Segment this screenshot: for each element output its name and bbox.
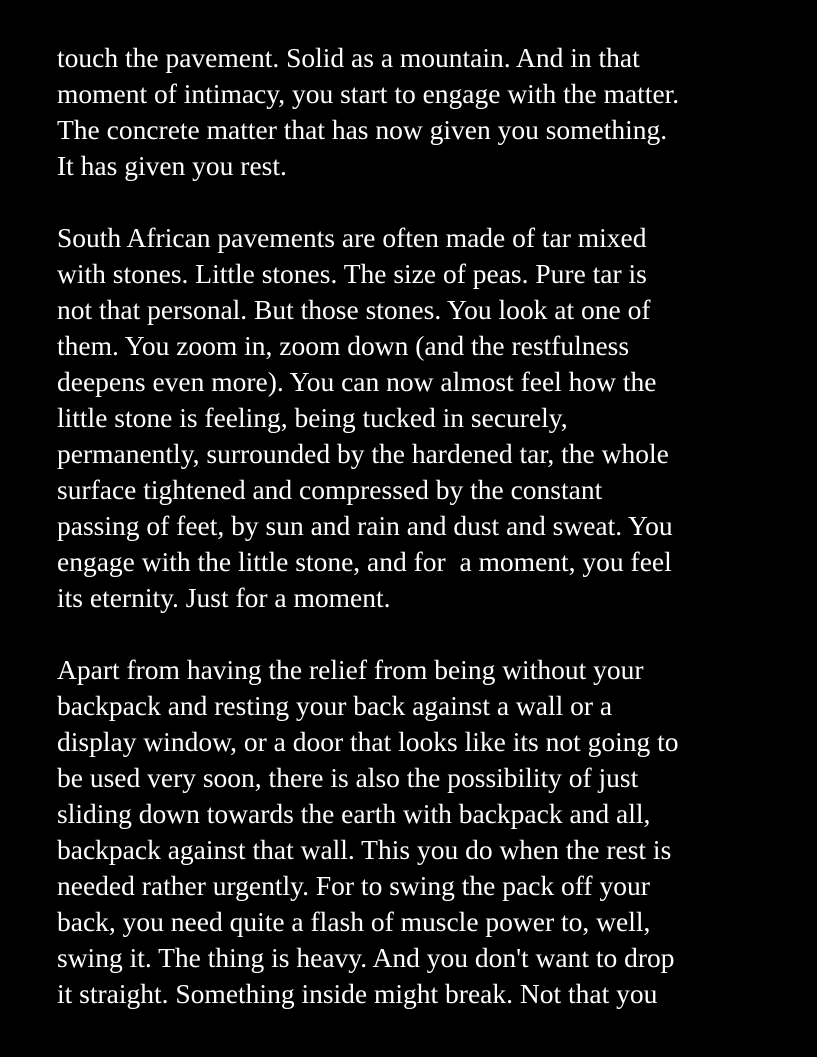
text-line: passing of feet, by sun and rain and dust and sweat. You bbox=[57, 510, 673, 541]
text-line: The concrete matter that has now given you something. bbox=[57, 114, 668, 145]
text-line: Apart from having the relief from being without your bbox=[57, 654, 644, 685]
text-line: its eternity. Just for a moment. bbox=[57, 582, 391, 613]
text-line: permanently, surrounded by the hardened tar, the whole bbox=[57, 438, 669, 469]
text-line: be used very soon, there is also the possibility of just bbox=[57, 762, 639, 793]
text-line: It has given you rest. bbox=[57, 150, 287, 181]
paragraph-backpack bbox=[57, 652, 787, 1012]
text-line: them. You zoom in, zoom down (and the restfulness bbox=[57, 330, 630, 361]
text-line: swing it. The thing is heavy. And you don't want to drop bbox=[57, 942, 675, 973]
text-line: not that personal. But those stones. You look at one of bbox=[57, 294, 651, 325]
document-page bbox=[57, 40, 787, 1012]
text-line: surface tightened and compressed by the constant bbox=[57, 474, 603, 505]
paragraph-spacer bbox=[57, 616, 787, 652]
text-line: needed rather urgently. For to swing the pack off your bbox=[57, 870, 650, 901]
text-line: little stone is feeling, being tucked in securely, bbox=[57, 402, 568, 433]
text-line: backpack and resting your back against a wall or a bbox=[57, 690, 613, 721]
text-line: South African pavements are often made of tar mixed bbox=[57, 222, 647, 253]
paragraph-pavement bbox=[57, 40, 787, 184]
text-line: display window, or a door that looks like its not going to bbox=[57, 726, 679, 757]
paragraph-stones bbox=[57, 220, 787, 616]
text-line: sliding down towards the earth with backpack and all, bbox=[57, 798, 651, 829]
text-line: deepens even more). You can now almost feel how the bbox=[57, 366, 657, 397]
paragraph-spacer bbox=[57, 184, 787, 220]
text-line: backpack against that wall. This you do when the rest is bbox=[57, 834, 672, 865]
text-line: it straight. Something inside might break. Not that you bbox=[57, 978, 658, 1009]
text-line: engage with the little stone, and for a moment, you feel bbox=[57, 546, 672, 577]
text-line: touch the pavement. Solid as a mountain. And in that bbox=[57, 42, 640, 73]
text-line: back, you need quite a flash of muscle power to, well, bbox=[57, 906, 651, 937]
text-line: with stones. Little stones. The size of peas. Pure tar is bbox=[57, 258, 647, 289]
text-line: moment of intimacy, you start to engage with the matter. bbox=[57, 78, 680, 109]
